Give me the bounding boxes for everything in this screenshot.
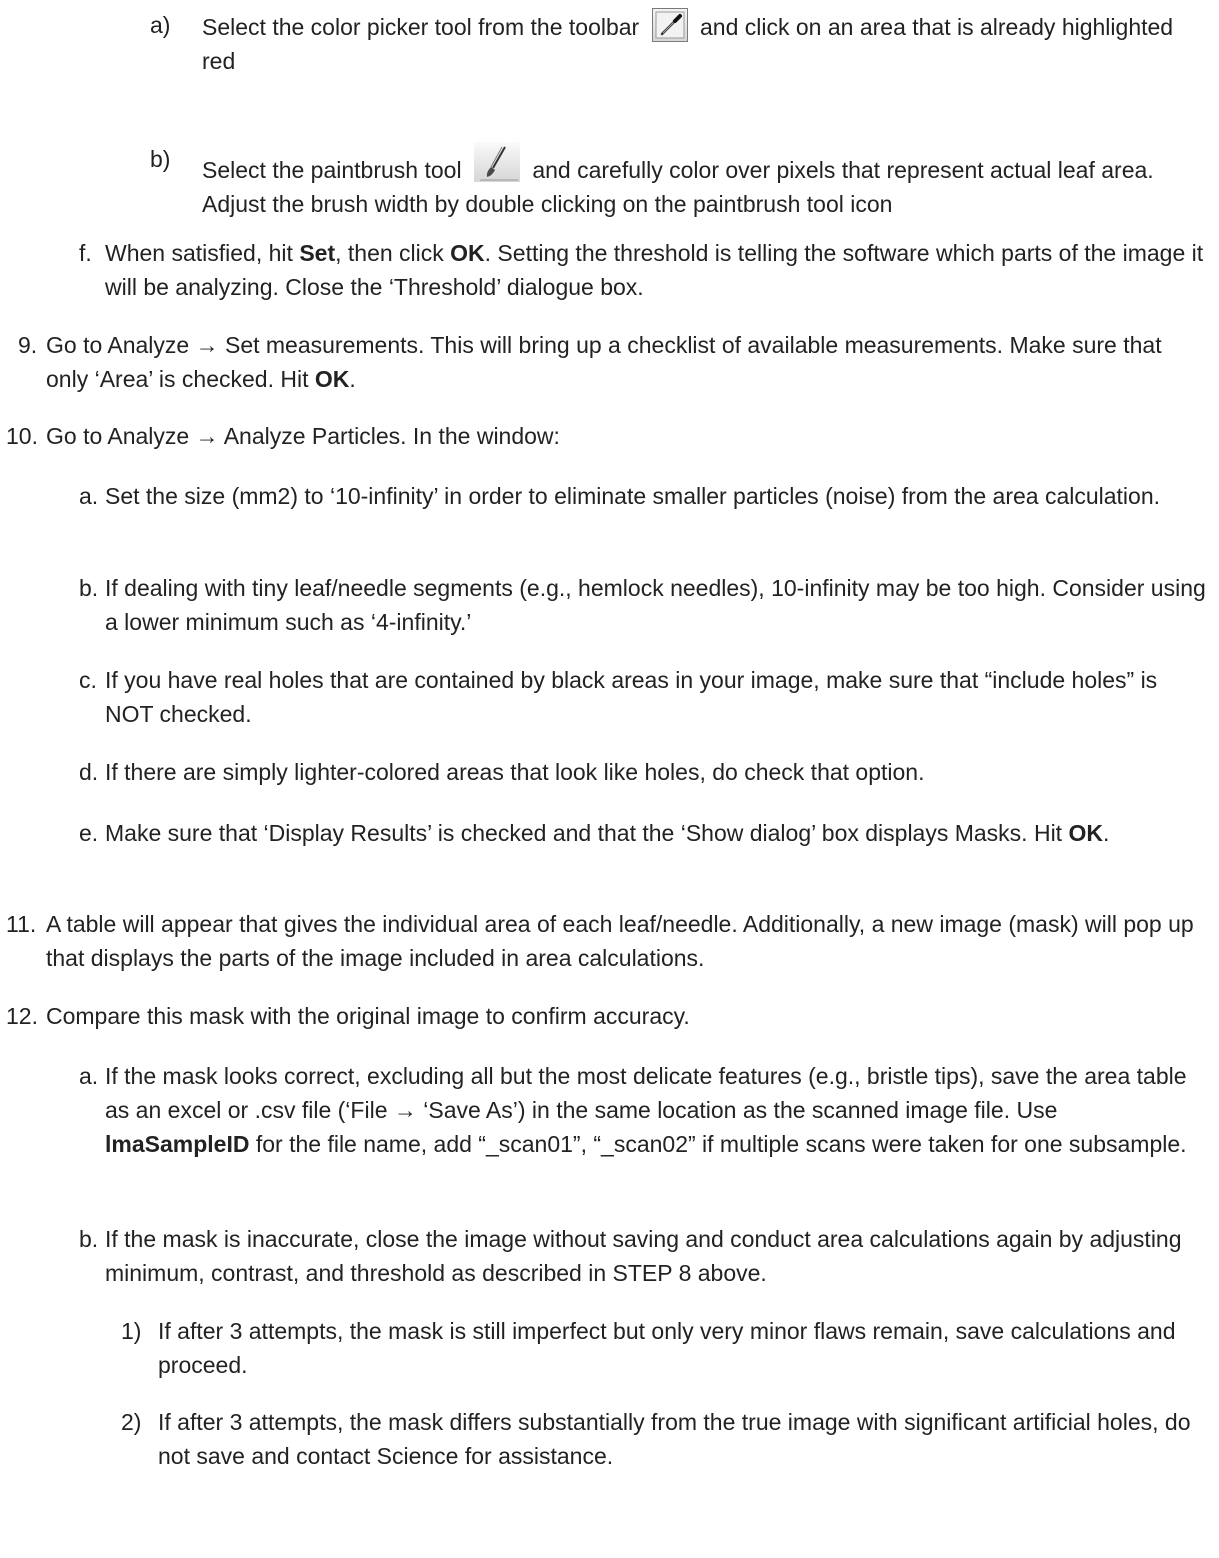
item-text: If dealing with tiny leaf/needle segments (e.g., hemlock needles), 10-infinity may be too high. Consider using a lower minimum such as ‘4-infinity.’ xyxy=(105,575,1206,635)
list-item-step10-c xyxy=(79,663,1207,731)
list-item-step11 xyxy=(6,907,1207,975)
color-picker-icon xyxy=(652,8,688,42)
list-item-step10-d xyxy=(79,755,1207,789)
list-marker: 10. xyxy=(6,423,38,449)
list-item-step10-a xyxy=(79,479,1207,513)
item-text-continued: and click on an area that is already highlighted red xyxy=(202,14,1174,74)
item-text: . Setting the threshold is telling the software which parts of the image it will be analyzing. Close the ‘Threshold’ dialogue box. xyxy=(105,240,1204,300)
list-marker: b. xyxy=(79,575,99,601)
item-text: . xyxy=(1102,820,1110,846)
paintbrush-icon xyxy=(474,142,520,182)
list-marker: 2) xyxy=(121,1409,142,1435)
list-item-step10-b xyxy=(79,571,1207,639)
list-marker: f. xyxy=(79,240,92,266)
item-text: Make sure that ‘Display Results’ is checked and that the ‘Show dialog’ box displays Masks. Hit xyxy=(105,820,1069,846)
item-text: If the mask looks correct, excluding all but the most delicate features (e.g., bristle tips), save the area table as an excel or .csv file (‘File → ‘Save As’) in the same location as the scanned image file. Use xyxy=(105,1063,1187,1123)
list-marker: a. xyxy=(79,483,99,509)
bold-term: Set xyxy=(299,240,336,266)
bold-term: OK xyxy=(450,240,485,266)
bold-term: lmaSampleID xyxy=(105,1131,250,1157)
item-text: for the file name, add “_scan01”, “_scan02” if multiple scans were taken for one subsample. xyxy=(249,1131,1187,1157)
item-text: . xyxy=(349,366,356,392)
item-text: Select the paintbrush tool xyxy=(202,157,462,183)
item-text: If you have real holes that are contained by black areas in your image, make sure that “include holes” is NOT checked. xyxy=(105,667,1158,727)
item-text: Go to Analyze → Set measurements. This will bring up a checklist of available measurements. Make sure that only ‘Area’ is checked. Hit xyxy=(46,332,1162,392)
item-text: If after 3 attempts, the mask differs substantially from the true image with significant artificial holes, do not save and contact Science for assistance. xyxy=(158,1409,1191,1469)
item-text: When satisfied, hit xyxy=(105,240,300,266)
list-marker: 11. xyxy=(6,911,37,937)
list-item-step8-f xyxy=(79,236,1207,304)
list-item-step12 xyxy=(6,999,1207,1033)
bold-term: OK xyxy=(1068,820,1103,846)
item-text: If there are simply lighter-colored areas that look like holes, do check that option. xyxy=(105,759,925,785)
list-marker: d. xyxy=(79,759,99,785)
item-text-continued: and carefully color over pixels that represent actual leaf area. Adjust the brush width by double clicking on the paintbrush tool icon xyxy=(202,157,1154,217)
list-marker: c. xyxy=(79,667,97,693)
list-marker: 12. xyxy=(6,1003,38,1029)
list-item-step12-a xyxy=(79,1059,1207,1161)
list-item-step10-e xyxy=(79,816,1207,850)
list-marker: 9. xyxy=(18,332,38,358)
list-item-step9 xyxy=(18,328,1207,396)
list-marker: e. xyxy=(79,820,99,846)
item-text: , then click xyxy=(335,240,451,266)
list-item-step12-b xyxy=(79,1222,1207,1290)
list-marker: b. xyxy=(79,1226,99,1252)
list-item-step12-b-1 xyxy=(121,1314,1207,1382)
item-text: Compare this mask with the original image to confirm accuracy. xyxy=(46,1003,690,1029)
list-marker: 1) xyxy=(121,1318,142,1344)
list-item-step10 xyxy=(6,419,1207,453)
bold-term: OK xyxy=(314,366,350,392)
list-marker: a) xyxy=(150,12,171,38)
item-text: A table will appear that gives the individual area of each leaf/needle. Additionally, a new image (mask) will pop up that displays the parts of the image included in area calculations. xyxy=(46,911,1194,971)
item-text: Set the size (mm2) to ‘10-infinity’ in order to eliminate smaller particles (noise) from the area calculation. xyxy=(105,483,1161,509)
item-text: If the mask is inaccurate, close the image without saving and conduct area calculations again by adjusting minimum, contrast, and threshold as described in STEP 8 above. xyxy=(105,1226,1182,1286)
list-item-step8-a xyxy=(150,8,1207,78)
item-text: Select the color picker tool from the toolbar xyxy=(202,14,640,40)
item-text: Go to Analyze → Analyze Particles. In the window: xyxy=(46,423,560,449)
item-text: If after 3 attempts, the mask is still imperfect but only very minor flaws remain, save calculations and proceed. xyxy=(158,1318,1176,1378)
list-marker: b) xyxy=(150,146,171,172)
list-item-step12-b-2 xyxy=(121,1405,1207,1473)
list-item-step8-b xyxy=(150,142,1207,221)
list-marker: a. xyxy=(79,1063,99,1089)
